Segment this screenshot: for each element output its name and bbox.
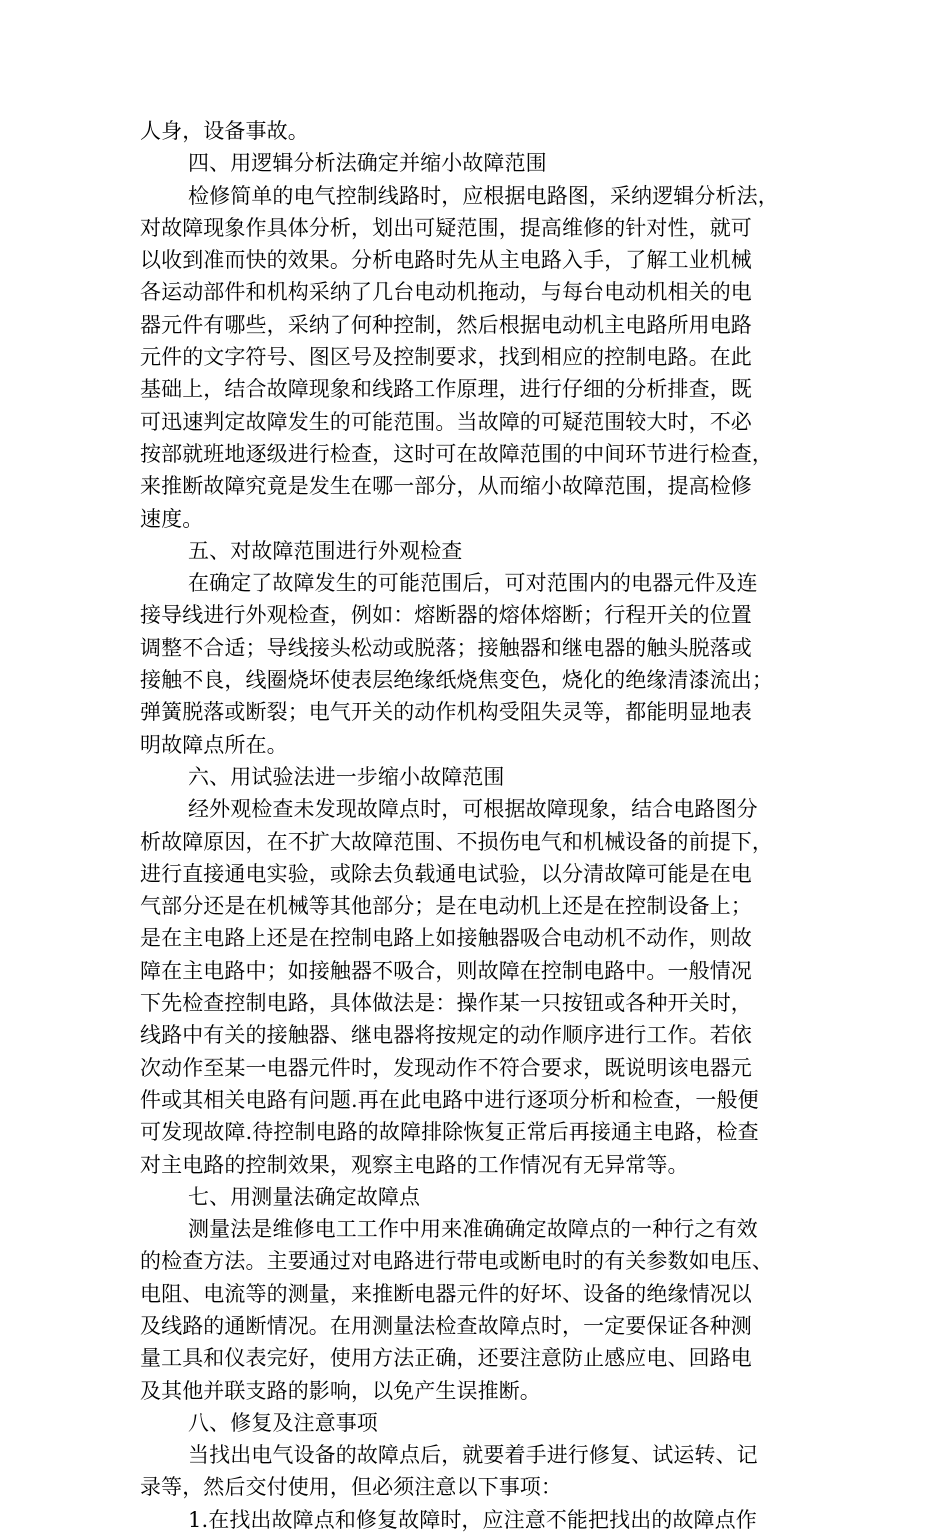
- text-line: 可迅速判定故障发生的可能范围。当故障的可疑范围较大时，不必: [140, 409, 752, 434]
- text-line: 检修简单的电气控制线路时，应根据电路图，采纳逻辑分析法，: [188, 183, 779, 208]
- text-line: 接导线进行外观检查，例如：熔断器的熔体熔断；行程开关的位置: [140, 603, 752, 628]
- text-line: 八、修复及注意事项: [188, 1410, 378, 1435]
- text-line: 明故障点所在。: [140, 732, 288, 757]
- text-line: 障在主电路中；如接触器不吸合，则故障在控制电路中。一般情况: [140, 958, 752, 983]
- text-line: 弹簧脱落或断裂；电气开关的动作机构受阻失灵等，都能明显地表: [140, 700, 752, 725]
- text-line: 析故障原因，在不扩大故障范围、不损伤电气和机械设备的前提下，: [140, 829, 773, 854]
- text-line: 量工具和仪表完好，使用方法正确，还要注意防止感应电、回路电: [140, 1346, 752, 1371]
- text-line: 元件的文字符号、图区号及控制要求，找到相应的控制电路。在此: [140, 345, 752, 370]
- text-line: 人身，设备事故。: [140, 119, 309, 143]
- text-line: 各运动部件和机构采纳了几台电动机拖动，与每台电动机相关的电: [140, 280, 752, 305]
- text-line: 基础上，结合故障现象和线路工作原理，进行仔细的分析排查，既: [140, 377, 752, 402]
- text-line: 对故障现象作具体分析，划出可疑范围，提高维修的针对性，就可: [140, 215, 752, 240]
- text-line: 在确定了故障发生的可能范围后，可对范围内的电器元件及连: [188, 571, 758, 596]
- text-line: 四、用逻辑分析法确定并缩小故障范围: [188, 151, 547, 176]
- text-line: 1.在找出故障点和修复故障时，应注意不能把找出的故障点作: [188, 1507, 757, 1532]
- text-line: 下先检查控制电路，具体做法是：操作某一只按钮或各种开关时，: [140, 991, 752, 1016]
- text-line: 速度。: [140, 506, 204, 531]
- text-line: 经外观检查未发现故障点时，可根据故障现象，结合电路图分: [188, 797, 758, 822]
- text-line: 线路中有关的接触器、继电器将按规定的动作顺序进行工作。若依: [140, 1023, 752, 1048]
- text-line: 来推断故障究竟是发生在哪一部分，从而缩小故障范围，提高检修: [140, 474, 752, 499]
- text-line: 调整不合适；导线接头松动或脱落；接触器和继电器的触头脱落或: [140, 635, 752, 660]
- text-line: 当找出电气设备的故障点后，就要着手进行修复、试运转、记: [188, 1443, 758, 1468]
- text-line: 接触不良，线圈烧坏使表层绝缘纸烧焦变色，烧化的绝缘清漆流出；: [140, 668, 773, 693]
- text-line: 五、对故障范围进行外观检查: [188, 538, 463, 563]
- text-line: 的检查方法。主要通过对电路进行带电或断电时的有关参数如电压、: [140, 1249, 773, 1274]
- text-line: 是在主电路上还是在控制电路上如接触器吸合电动机不动作，则故: [140, 926, 752, 951]
- text-line: 按部就班地逐级进行检查，这时可在故障范围的中间环节进行检查，: [140, 441, 773, 466]
- text-line: 器元件有哪些，采纳了何种控制，然后根据电动机主电路所用电路: [140, 312, 752, 337]
- text-line: 测量法是维修电工工作中用来准确确定故障点的一种行之有效: [188, 1217, 758, 1242]
- text-line: 气部分还是在机械等其他部分；是在电动机上还是在控制设备上；: [140, 894, 752, 919]
- text-line: 及其他并联支路的影响，以免产生误推断。: [140, 1378, 541, 1403]
- text-line: 以收到准而快的效果。分析电路时先从主电路入手，了解工业机械: [140, 248, 752, 273]
- text-line: 可发现故障.待控制电路的故障排除恢复正常后再接通主电路，检查: [140, 1120, 759, 1145]
- text-line: 进行直接通电实验，或除去负载通电试验，以分清故障可能是在电: [140, 861, 752, 886]
- text-line: 件或其相关电路有问题.再在此电路中进行逐项分析和检查，一般便: [140, 1087, 759, 1112]
- text-line: 对主电路的控制效果，观察主电路的工作情况有无异常等。: [140, 1152, 689, 1177]
- text-line: 七、用测量法确定故障点: [188, 1184, 421, 1209]
- text-line: 电阻、电流等的测量，来推断电器元件的好坏、设备的绝缘情况以: [140, 1281, 752, 1306]
- text-line: 及线路的通断情况。在用测量法检查故障点时，一定要保证各种测: [140, 1313, 752, 1338]
- document-body: [140, 115, 820, 1536]
- text-line: 六、用试验法进一步缩小故障范围: [188, 764, 505, 789]
- text-line: 录等，然后交付使用，但必须注意以下事项：: [140, 1475, 562, 1500]
- text-line: 次动作至某一电器元件时，发现动作不符合要求，既说明该电器元: [140, 1055, 752, 1080]
